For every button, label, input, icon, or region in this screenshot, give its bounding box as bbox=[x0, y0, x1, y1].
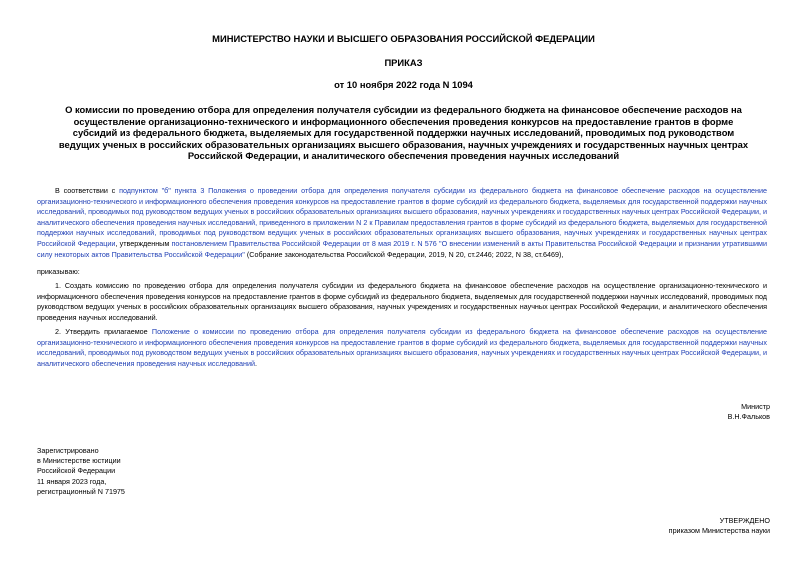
registration-line-2: в Министерстве юстиции bbox=[37, 456, 121, 466]
orders-word: приказываю: bbox=[37, 267, 80, 276]
preamble-text-2: , утвержденным bbox=[115, 238, 172, 248]
item2-text-2: . bbox=[255, 358, 258, 368]
preamble-paragraph bbox=[37, 186, 767, 260]
order-item-1: 1. Создать комиссию по проведению отбора для определения получателя субсидии из федерального бюджета на финансовое обеспечение расходов на осуществление организационно-технического и информационного обеспечения проведения конкурсов на предоставление грантов в форме субсидий из федерального бюджета, выделяемых для государственной поддержки научных исследований, проводимых под руководством ведущих ученых в российских образовательных организациях высшего образования, научных учреждениях и государственных научных центрах Российской Федерации, и аналитического обеспечения проведения научных исследований. bbox=[37, 281, 767, 322]
regulation-link[interactable]: подпунктом "б" пункта 3 Положения о проведении отбора для определения получателя субсидии из федерального бюджета на финансовое обеспечение расходов на осуществление организационно-технического и информационного обеспечения проведения конкурсов на предоставление грантов в форме субсидий из федерального бюджета, выделяемых для государственной поддержки научных исследований, проводимых под руководством ведущих ученых в российских образовательных организациях высшего образования, научных учреждениях и государственных научных центрах Российской Федерации, и аналитического обеспечения проведения научных исследований, приведенного в приложении N 2 к Правилам предоставления грантов в форме субсидий из федерального бюджета, выделяемых для государственной поддержки научных исследований, проводимых под руководством ведущих ученых в российских образовательных организациях высшего образования, научных учреждениях и государственных научных центрах Российской Федерации bbox=[37, 186, 767, 248]
signature-name: В.Н.Фальков bbox=[727, 412, 770, 422]
document-type: ПРИКАЗ bbox=[384, 57, 423, 68]
document-title: О комиссии по проведению отбора для определения получателя субсидии из федерального бюджета на финансовое обеспечение расходов на осуществление организационно-технического и информационного обеспечения проведения конкурсов на предоставление грантов в форме субсидий из федерального бюджета, выделяемых для государственной поддержки научных исследований, проводимых под руководством ведущих ученых в российских образовательных организациях высшего образования, научных учреждениях и государственных научных центрах Российской Федерации, и аналитического обеспечения проведения научных исследований bbox=[58, 104, 749, 161]
registration-block bbox=[37, 446, 237, 497]
ministry-heading: МИНИСТЕРСТВО НАУКИ И ВЫСШЕГО ОБРАЗОВАНИЯ РОССИЙСКОЙ ФЕДЕРАЦИИ bbox=[212, 33, 595, 44]
registration-line-3: Российской Федерации bbox=[37, 466, 116, 476]
order-item-2 bbox=[37, 327, 767, 369]
signature-block bbox=[600, 402, 770, 423]
preamble-text-3: (Собрание законодательства Российской Федерации, 2019, N 20, ст.2446; 2022, N 38, ст.6469), bbox=[244, 249, 564, 259]
commission-regulation-link[interactable]: Положение о комиссии по проведению отбора для определения получателя субсидии из федерального бюджета на финансовое обеспечение расходов на осуществление организационно-технического и информационного обеспечения проведения конкурсов на предоставление грантов в форме субсидий из федерального бюджета, выделяемых для государственной поддержки научных исследований, проводимых под руководством ведущих ученых в российских образовательных организациях высшего образования, научных учреждениях и государственных научных центрах Российской Федерации, и аналитического обеспечения проведения научных исследований bbox=[37, 327, 768, 368]
signature-position: Министр bbox=[741, 402, 770, 411]
item2-text-1: 2. Утвердить прилагаемое bbox=[55, 327, 152, 336]
registration-line-5: регистрационный N 71975 bbox=[37, 486, 125, 496]
government-decree-link[interactable]: постановлением Правительства Российской Федерации от 8 мая 2019 г. N 576 "О внесении изменений в акты Правительства Российской Федерации и признании утратившими силу некоторых актов Правительства Российской Федерации" bbox=[37, 238, 767, 259]
approved-block bbox=[600, 516, 770, 537]
approved-line-1: УТВЕРЖДЕНО bbox=[719, 516, 770, 525]
document-date-number: от 10 ноября 2022 года N 1094 bbox=[334, 79, 473, 90]
registration-line-4: 11 января 2023 года, bbox=[37, 476, 107, 486]
approved-line-2: приказом Министерства науки bbox=[668, 526, 770, 536]
preamble-text-1: В соответствии с bbox=[55, 186, 120, 195]
registration-line-1: Зарегистрировано bbox=[37, 446, 99, 455]
